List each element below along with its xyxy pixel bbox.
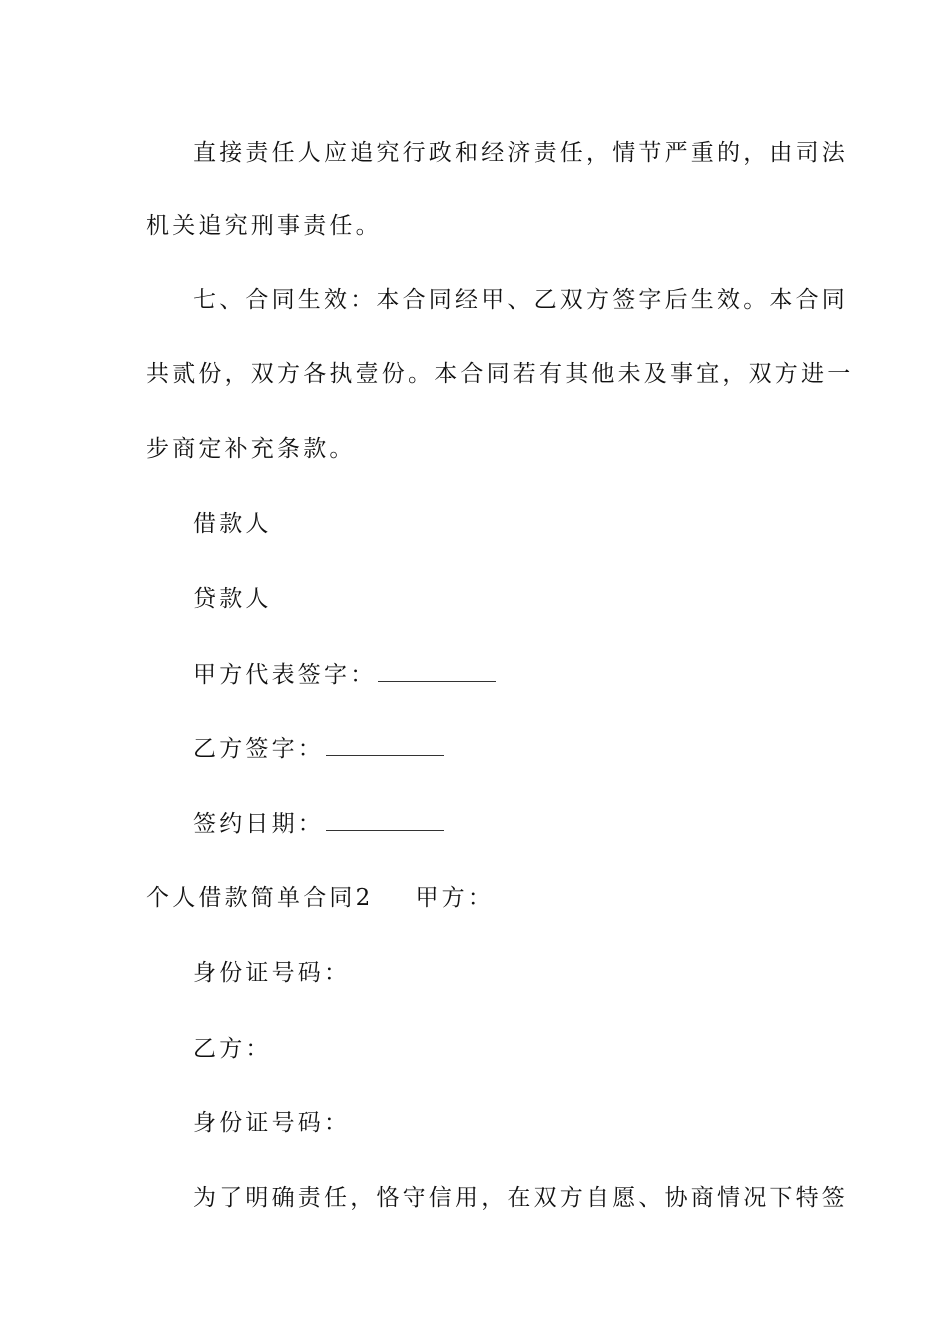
signature-blank [378,659,496,682]
contract2-party-a: 甲方： [415,885,495,911]
party-b-signature [193,733,444,764]
party-a-rep-label: 甲方代表签字： [193,662,377,688]
paragraph-line: 共贰份，双方各执壹份。本合同若有其他未及事宜，双方进一 [146,361,854,387]
contract2-party-b: 乙方： [193,1036,272,1062]
paragraph-line: 七、合同生效：本合同经甲、乙双方签字后生效。本合同 [193,287,848,313]
contract2-title: 个人借款简单合同2 [146,885,374,911]
party-b-sign-label: 乙方签字： [193,736,324,762]
contract2-intro: 为了明确责任，恪守信用，在双方自愿、协商情况下特签 [193,1185,848,1211]
party-a-rep-signature [193,659,496,690]
lender-label: 贷款人 [193,586,272,612]
contract2-header [146,883,494,913]
sign-date [193,808,444,839]
id-number-a: 身份证号码： [193,960,351,986]
paragraph-line: 直接责任人应追究行政和经济责任，情节严重的，由司法 [193,140,848,166]
sign-date-label: 签约日期： [193,811,324,837]
paragraph-line: 机关追究刑事责任。 [146,213,382,239]
borrower-label: 借款人 [193,511,272,537]
signature-blank [326,733,444,756]
paragraph-line: 步商定补充条款。 [146,436,356,462]
date-blank [326,808,444,831]
id-number-b: 身份证号码： [193,1110,351,1136]
